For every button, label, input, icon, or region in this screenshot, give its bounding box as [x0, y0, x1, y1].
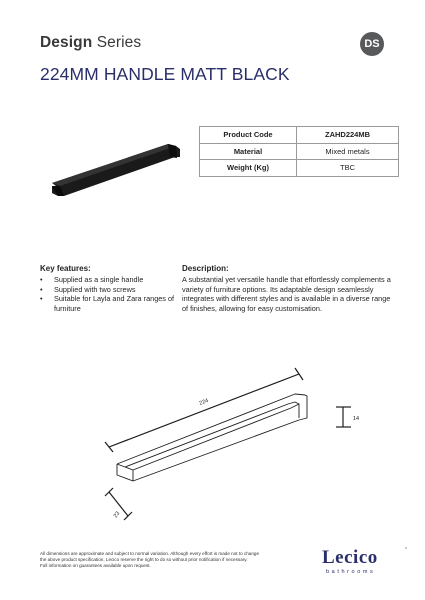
product-title: 224MM HANDLE MATT BLACK	[40, 64, 290, 84]
list-item: • Suitable for Layla and Zara ranges of furniture	[40, 294, 175, 313]
product-image	[40, 140, 190, 210]
length-dimension-label: 224	[198, 397, 210, 407]
height-dimension-label: 14	[353, 416, 360, 422]
spec-label: Weight (Kg)	[200, 160, 297, 177]
spec-value: Mixed metals	[297, 143, 399, 160]
spec-row-material	[200, 143, 399, 160]
brand-logo	[322, 548, 378, 575]
series-heading	[40, 34, 141, 52]
spec-row-product-code	[200, 127, 399, 144]
brand-logo-sub: bathrooms	[326, 569, 376, 575]
list-item: • Supplied with two screws	[40, 284, 136, 294]
spec-value: TBC	[297, 160, 399, 177]
series-heading-rest: Series	[92, 34, 142, 51]
list-item: • Supplied as a single handle	[40, 275, 144, 284]
brand-logo-word: Lecico	[322, 547, 378, 568]
description-text: A substantial yet versatile handle that effortlessly complements a variety of furniture options. Its adaptable design seamlessly integrates with different styles and is available in a diverse range of finishes, allowing for easy customisation.	[182, 275, 391, 313]
depth-dimension-label: 23	[112, 510, 122, 520]
bullet: •	[40, 275, 43, 284]
spec-value: ZAHD224MB	[297, 127, 399, 144]
technical-drawing	[95, 360, 375, 530]
series-heading-bold: Design	[40, 34, 93, 51]
footer-disclaimer: All dimensions are approximate and subject to normal variation. Although every effort is made not to change the above product specification, Lecico reserve the right to do so without prior notification if necessary. Full information on guarantees available upon request.	[40, 551, 260, 569]
key-features-title: Key features:	[40, 264, 91, 273]
bullet: •	[40, 284, 43, 294]
key-features-list	[40, 275, 180, 313]
spec-row-weight	[200, 160, 399, 177]
series-badge: DS	[360, 32, 384, 56]
bullet: •	[40, 294, 43, 304]
spec-table	[199, 126, 399, 177]
decorative-dot	[405, 547, 407, 549]
spec-label: Product Code	[200, 127, 297, 144]
spec-label: Material	[200, 143, 297, 160]
description-title: Description:	[182, 264, 229, 273]
